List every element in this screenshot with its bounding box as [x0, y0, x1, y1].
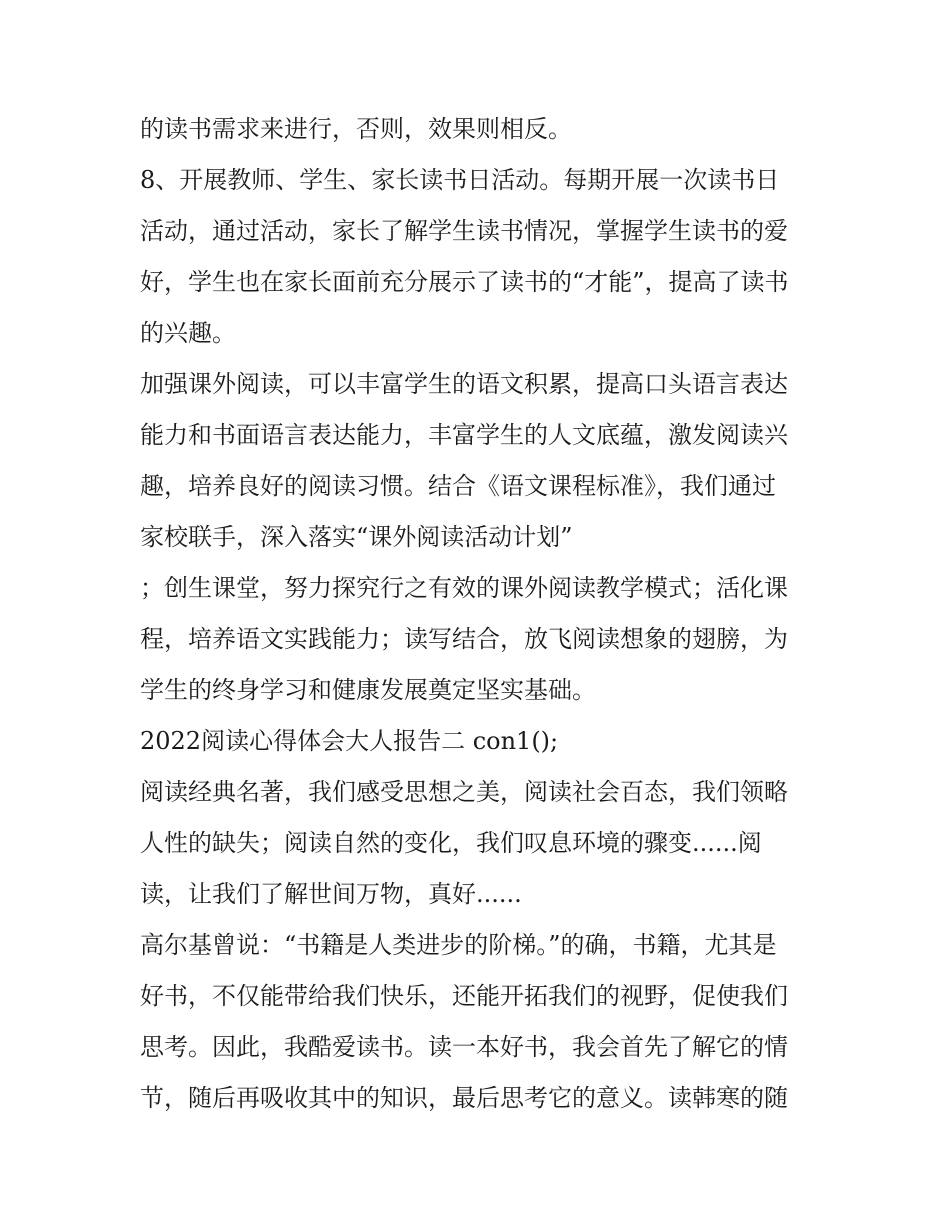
text-line: 阅读经典名著，我们感受思想之美，阅读社会百态，我们领略	[140, 778, 788, 806]
text-line: 节，随后再吸收其中的知识，最后思考它的意义。读韩寒的随	[140, 1084, 788, 1112]
text-line: 趣，培养良好的阅读习惯。结合《语文课程标准》，我们通过	[140, 472, 776, 500]
text-line: ；创生课堂，努力探究行之有效的课外阅读教学模式；活化课	[140, 574, 788, 602]
text-line: 人性的缺失；阅读自然的变化，我们叹息环境的骤变......阅	[140, 829, 762, 857]
section-heading: 2022阅读心得体会大人报告二 con1();	[140, 727, 559, 755]
text-line: 高尔基曾说：“书籍是人类进步的阶梯。”的确，书籍，尤其是	[140, 931, 777, 959]
text-line: 好，学生也在家长面前充分展示了读书的“才能”，提高了读书	[140, 268, 789, 296]
text-line: 加强课外阅读，可以丰富学生的语文积累，提高口头语言表达	[140, 370, 788, 398]
text-line: 程，培养语文实践能力；读写结合，放飞阅读想象的翅膀，为	[140, 625, 788, 653]
text-line: 活动，通过活动，家长了解学生读书情况，掌握学生读书的爱	[140, 217, 788, 245]
text-line: 能力和书面语言表达能力，丰富学生的人文底蕴，激发阅读兴	[140, 421, 788, 449]
text-line: 思考。因此，我酷爱读书。读一本好书，我会首先了解它的情	[140, 1033, 788, 1061]
text-line: 学生的终身学习和健康发展奠定坚实基础。	[140, 676, 596, 704]
text-line: 的兴趣。	[140, 319, 236, 347]
text-line: 8、开展教师、学生、家长读书日活动。每期开展一次读书日	[140, 166, 780, 194]
text-line: 家校联手，深入落实“课外阅读活动计划”	[140, 523, 573, 551]
text-line: 的读书需求来进行，否则，效果则相反。	[140, 115, 572, 143]
text-line: 好书，不仅能带给我们快乐，还能开拓我们的视野，促使我们	[140, 982, 788, 1010]
text-line: 读，让我们了解世间万物，真好......	[140, 880, 522, 908]
